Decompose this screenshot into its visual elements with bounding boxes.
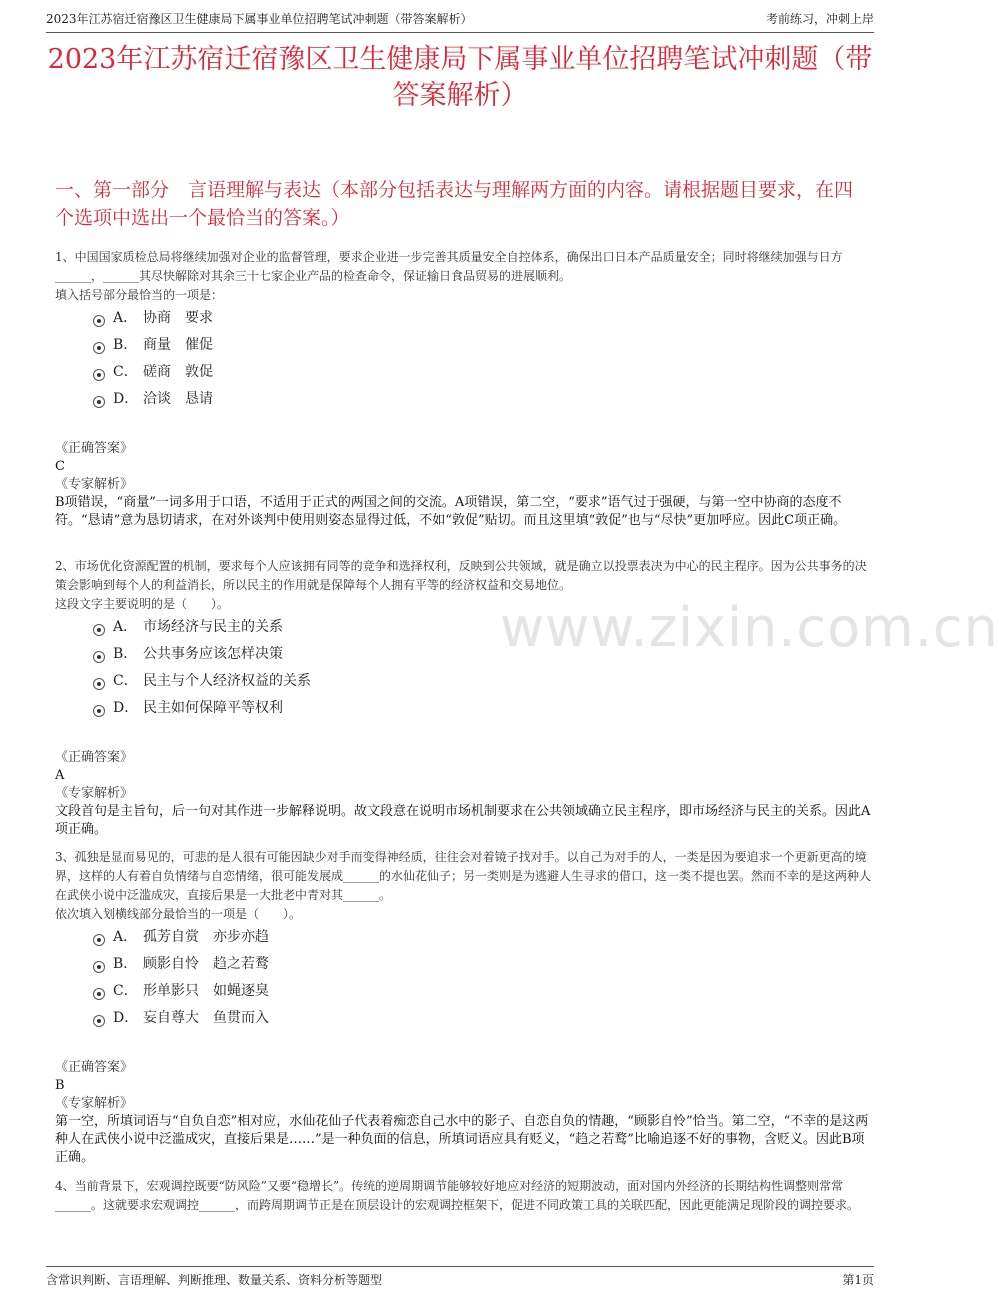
radio-icon[interactable] — [93, 678, 105, 690]
option-text: 商量 催促 — [143, 337, 213, 353]
page-footer — [46, 1266, 874, 1288]
radio-icon[interactable] — [93, 705, 105, 717]
option-text: 市场经济与民主的关系 — [143, 619, 283, 635]
question-prompt: 依次填入划横线部分最恰当的一项是（ ）。 — [55, 907, 302, 921]
option-letter: D． — [113, 700, 139, 716]
question-stem: 1、中国国家质检总局将继续加强对企业的监督管理，要求企业进一步完善其质量安全自控体系，确保出口日本产品质量安全；同时将继续加强与日方______，______其尽快解除对其余三十七家企业产品的检查命令，保证输日食品贸易的进展顺利。 — [55, 250, 843, 283]
question-1 — [55, 248, 872, 530]
answer-label: 《正确答案》 — [55, 441, 134, 456]
question-stem: 4、当前背景下，宏观调控既要“防风险”又要“稳增长”。传统的逆周期调节能够较好地应对经济的短期波动，面对国内外经济的长期结构性调整则常常______。这就要求宏观调控______，而跨周期调节正是在顶层设计的宏观调控框架下，促进不同政策工具的关联匹配，因此更能满足现阶段的调控要求。 — [55, 1179, 860, 1212]
radio-icon[interactable] — [93, 934, 105, 946]
option-text: 磋商 敦促 — [143, 364, 213, 380]
option-letter: A． — [113, 619, 138, 635]
option-c[interactable] — [55, 362, 872, 389]
option-text: 协商 要求 — [143, 310, 213, 326]
question-prompt: 填入括号部分最恰当的一项是： — [55, 288, 224, 302]
radio-icon[interactable] — [93, 315, 105, 327]
radio-icon[interactable] — [93, 396, 105, 408]
radio-icon[interactable] — [93, 988, 105, 1000]
option-text: 妄自尊大 鱼贯而入 — [143, 1010, 269, 1026]
page-number: 第1页 — [842, 1273, 874, 1287]
option-text: 民主如何保障平等权利 — [143, 700, 283, 716]
answer-label: 《正确答案》 — [55, 1060, 134, 1075]
analysis-text: 文段首句是主旨句，后一句对其作进一步解释说明。故文段意在说明市场机制要求在公共领域确立民主程序，即市场经济与民主的关系。因此A项正确。 — [55, 804, 871, 837]
option-d[interactable] — [55, 698, 872, 725]
radio-icon[interactable] — [93, 1015, 105, 1027]
option-a[interactable] — [55, 617, 872, 644]
correct-answer: A — [55, 768, 65, 783]
radio-icon[interactable] — [93, 961, 105, 973]
question-stem: 3、孤独是显而易见的，可悲的是人很有可能因缺少对手而变得神经质，往往会对着镜子找对手。以自己为对手的人，一类是因为要追求一个更新更高的境界，这样的人有着自负情绪与自恋情绪，很可能发展成______的水仙花仙子；另一类则是为逃避人生寻求的借口，这一类不提也罢。然而不幸的是这两种人在武侠小说中泛滥成灾，直接后果是一大批老中青对其______。 — [55, 850, 872, 902]
question-2 — [55, 557, 872, 839]
option-letter: B． — [113, 956, 138, 972]
answer-label: 《正确答案》 — [55, 750, 134, 765]
page-header — [46, 10, 874, 33]
header-doc-title: 2023年江苏宿迁宿豫区卫生健康局下属事业单位招聘笔试冲刺题（带答案解析） — [46, 12, 473, 26]
option-letter: D． — [113, 1010, 139, 1026]
option-a[interactable] — [55, 308, 872, 335]
analysis-label: 《专家解析》 — [55, 477, 134, 492]
option-text: 形单影只 如蝇逐臭 — [143, 983, 269, 999]
question-4 — [55, 1177, 872, 1215]
analysis-text: B项错误，“商量”一词多用于口语，不适用于正式的两国之间的交流。A项错误，第二空，“要求”语气过于强硬，与第一空中协商的态度不符。“恳请”意为恳切请求，在对外谈判中使用则姿态显得过低，不如“敦促”贴切。而且这里填“敦促”也与“尽快”更加呼应。因此C项正确。 — [55, 495, 847, 528]
option-b[interactable] — [55, 644, 872, 671]
option-letter: B． — [113, 646, 138, 662]
correct-answer: B — [55, 1078, 65, 1093]
option-b[interactable] — [55, 335, 872, 362]
option-text: 洽谈 恳请 — [143, 391, 213, 407]
option-letter: B． — [113, 337, 138, 353]
radio-icon[interactable] — [93, 651, 105, 663]
question-stem: 2、市场优化资源配置的机制，要求每个人应该拥有同等的竞争和选择权利，反映到公共领域，就是确立以投票表决为中心的民主程序。因为公共事务的决策会影响到每个人的利益消长，所以民主的作用就是保障每个人拥有平等的经济权益和交易地位。 — [55, 559, 867, 592]
question-prompt: 这段文字主要说明的是（ ）。 — [55, 597, 230, 611]
document-title: 2023年江苏宿迁宿豫区卫生健康局下属事业单位招聘笔试冲刺题（带答案解析） — [47, 44, 873, 111]
option-letter: A． — [113, 929, 138, 945]
header-slogan: 考前练习，冲刺上岸 — [765, 12, 874, 26]
analysis-text: 第一空，所填词语与“自负自恋”相对应，水仙花仙子代表着痴恋自己水中的影子、自恋自负的情趣，“顾影自怜”恰当。第二空，“不幸的是这两种人在武侠小说中泛滥成灾，直接后果是……”是一种负面的信息，所填词语应具有贬义，“趋之若鹜”比喻追逐不好的事物，含贬义。因此B项正确。 — [55, 1114, 869, 1165]
option-c[interactable] — [55, 671, 872, 698]
correct-answer: C — [55, 459, 65, 474]
question-3 — [55, 848, 872, 1167]
footer-note: 含常识判断、言语理解、判断推理、数量关系、资料分析等题型 — [46, 1273, 383, 1287]
radio-icon[interactable] — [93, 342, 105, 354]
option-d[interactable] — [55, 389, 872, 416]
option-text: 民主与个人经济权益的关系 — [143, 673, 311, 689]
option-letter: D． — [113, 391, 139, 407]
option-letter: C． — [113, 364, 138, 380]
radio-icon[interactable] — [93, 624, 105, 636]
option-text: 公共事务应该怎样决策 — [143, 646, 283, 662]
watermark: www.zixin.com.cn — [500, 596, 999, 659]
option-text: 顾影自怜 趋之若鹜 — [143, 956, 269, 972]
option-letter: C． — [113, 983, 138, 999]
option-a[interactable] — [55, 927, 872, 954]
radio-icon[interactable] — [93, 369, 105, 381]
option-d[interactable] — [55, 1008, 872, 1035]
analysis-label: 《专家解析》 — [55, 786, 134, 801]
option-letter: C． — [113, 673, 138, 689]
option-text: 孤芳自赏 亦步亦趋 — [143, 929, 269, 945]
option-c[interactable] — [55, 981, 872, 1008]
option-b[interactable] — [55, 954, 872, 981]
section-heading: 一、第一部分 言语理解与表达（本部分包括表达与理解两方面的内容。请根据题目要求，在四个选项中选出一个最恰当的答案。） — [55, 179, 854, 229]
option-letter: A． — [113, 310, 138, 326]
analysis-label: 《专家解析》 — [55, 1096, 134, 1111]
